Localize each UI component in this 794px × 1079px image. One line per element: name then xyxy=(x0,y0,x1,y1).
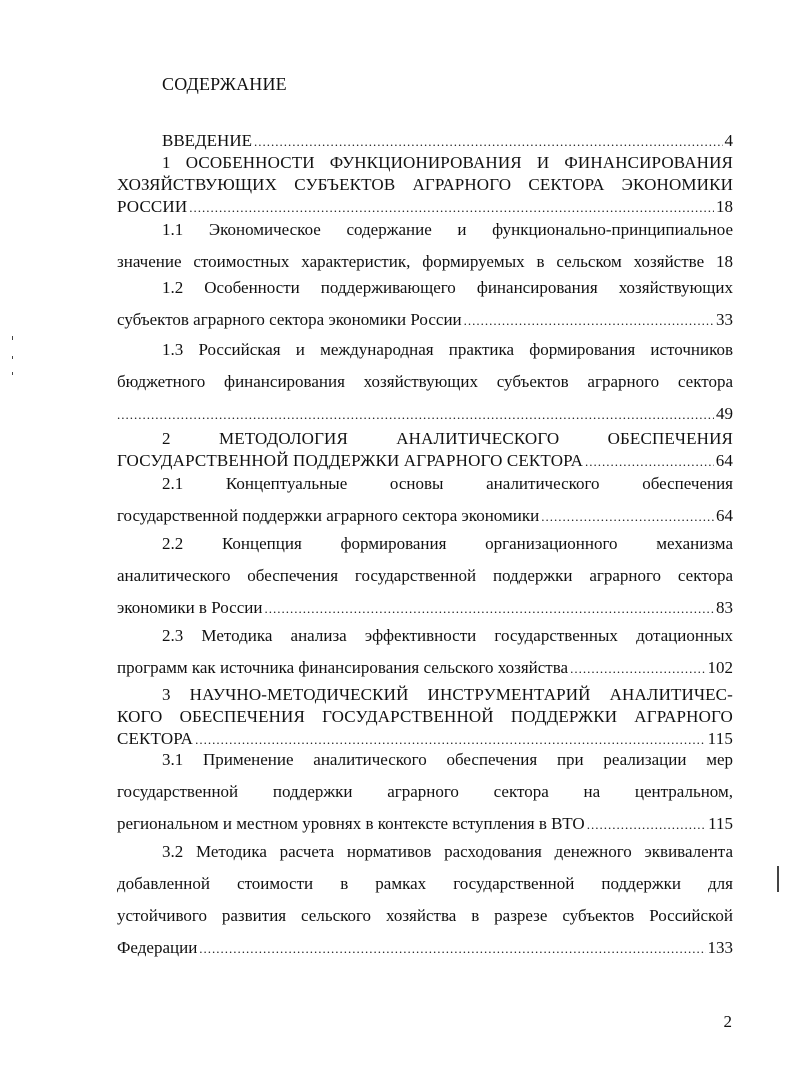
toc-text-line: аналитического обеспечения государственной поддержки аграрного сектора xyxy=(117,566,733,585)
scan-speck xyxy=(12,372,13,375)
toc-entry-1-2 xyxy=(117,272,733,337)
toc-line xyxy=(117,398,733,431)
toc-entry-3-1 xyxy=(117,744,733,841)
page-number: 2 xyxy=(723,1012,732,1031)
toc-heading-line: КОГО ОБЕСПЕЧЕНИЯ ГОСУДАРСТВЕННОЙ ПОДДЕРЖКИ АГРАРНОГО xyxy=(117,707,733,726)
toc-entry-chapter-2 xyxy=(117,428,733,473)
toc-label: региональном и местном уровнях в контексте вступления в ВТО xyxy=(117,814,585,833)
toc-line xyxy=(117,304,733,337)
toc-page: 64 xyxy=(716,506,733,525)
toc-page: 102 xyxy=(707,658,733,677)
toc-entry-1-1 xyxy=(117,214,733,278)
toc-text-line: значение стоимостных характеристик, формируемых в сельском хозяйстве 18 xyxy=(117,252,733,271)
toc-text-line: 3.1 Применение аналитического обеспечения при реализации мер xyxy=(162,750,733,769)
toc-label: программ как источника финансирования сельского хозяйства xyxy=(117,658,569,677)
toc-page: 33 xyxy=(716,310,733,329)
page-title: СОДЕРЖАНИЕ xyxy=(162,74,287,94)
toc-entry-chapter-1 xyxy=(117,152,733,219)
toc-text-line: 1.1 Экономическое содержание и функционально-принципиальное xyxy=(162,220,733,239)
toc-entry-intro xyxy=(117,130,733,153)
toc-line xyxy=(117,652,733,685)
toc-entry-2-2 xyxy=(117,528,733,625)
toc-entry-1-3 xyxy=(117,334,733,431)
toc-text-line: 1.3 Российская и международная практика формирования источников xyxy=(162,340,733,359)
toc-text-line: 2.3 Методика анализа эффективности государственных дотационных xyxy=(162,626,733,645)
toc-entry-2-3 xyxy=(117,620,733,685)
toc-label: РОССИИ xyxy=(117,197,188,216)
scan-speck xyxy=(12,336,13,340)
toc-entry-2-1 xyxy=(117,468,733,533)
toc-text-line: 2.2 Концепция формирования организационного механизма xyxy=(162,534,733,553)
toc-text-line: 2.1 Концептуальные основы аналитического обеспечения xyxy=(162,474,733,493)
toc-page: 115 xyxy=(707,729,733,748)
toc-entry-chapter-3 xyxy=(117,684,733,751)
toc-page: 133 xyxy=(707,938,733,957)
scan-mark xyxy=(777,866,779,892)
toc-page: 64 xyxy=(715,451,733,470)
toc-heading-line: 3 НАУЧНО-МЕТОДИЧЕСКИЙ ИНСТРУМЕНТАРИЙ АНАЛИТИЧЕС- xyxy=(162,685,733,704)
leader-dots xyxy=(570,652,705,685)
toc-page: 49 xyxy=(716,404,733,423)
toc-page: 115 xyxy=(708,814,733,833)
toc-line xyxy=(117,130,733,153)
toc-label: ГОСУДАРСТВЕННОЙ ПОДДЕРЖКИ АГРАРНОГО СЕКТОРА xyxy=(117,451,584,470)
toc-page: 83 xyxy=(716,598,733,617)
toc-label: СЕКТОРА xyxy=(117,729,194,748)
toc-heading-line: ХОЗЯЙСТВУЮЩИХ СУБЪЕКТОВ АГРАРНОГО СЕКТОРА ЭКОНОМИКИ xyxy=(117,175,733,194)
toc-heading-line: 1 ОСОБЕННОСТИ ФУНКЦИОНИРОВАНИЯ И ФИНАНСИРОВАНИЯ xyxy=(162,153,733,172)
toc-text-line: бюджетного финансирования хозяйствующих субъектов аграрного сектора xyxy=(117,372,733,391)
toc-text-line: устойчивого развития сельского хозяйства в разрезе субъектов Российской xyxy=(117,906,733,925)
toc-text-line: 3.2 Методика расчета нормативов расходования денежного эквивалента xyxy=(162,842,733,861)
toc-heading-line: 2 МЕТОДОЛОГИЯ АНАЛИТИЧЕСКОГО ОБЕСПЕЧЕНИЯ xyxy=(162,429,733,448)
leader-dots xyxy=(199,932,705,965)
toc-text-line: добавленной стоимости в рамках государственной поддержки для xyxy=(117,874,733,893)
toc-page: 18 xyxy=(716,197,733,216)
toc-label: субъектов аграрного сектора экономики России xyxy=(117,310,462,329)
toc-text-line: государственной поддержки аграрного сектора на центральном, xyxy=(117,782,733,801)
leader-dots xyxy=(254,130,723,153)
leader-dots xyxy=(464,304,714,337)
toc-line xyxy=(117,932,733,965)
toc-page: 4 xyxy=(724,131,733,150)
leader-dots xyxy=(117,398,714,431)
toc-label: экономики в России xyxy=(117,598,263,617)
toc-text-line: 1.2 Особенности поддерживающего финансирования хозяйствующих xyxy=(162,278,733,297)
scan-speck xyxy=(12,356,13,359)
toc-entry-3-2 xyxy=(117,836,733,965)
toc-label: Федерации xyxy=(117,938,198,957)
toc-label: ВВЕДЕНИЕ xyxy=(162,131,252,150)
toc-label: государственной поддержки аграрного сектора экономики xyxy=(117,506,540,525)
